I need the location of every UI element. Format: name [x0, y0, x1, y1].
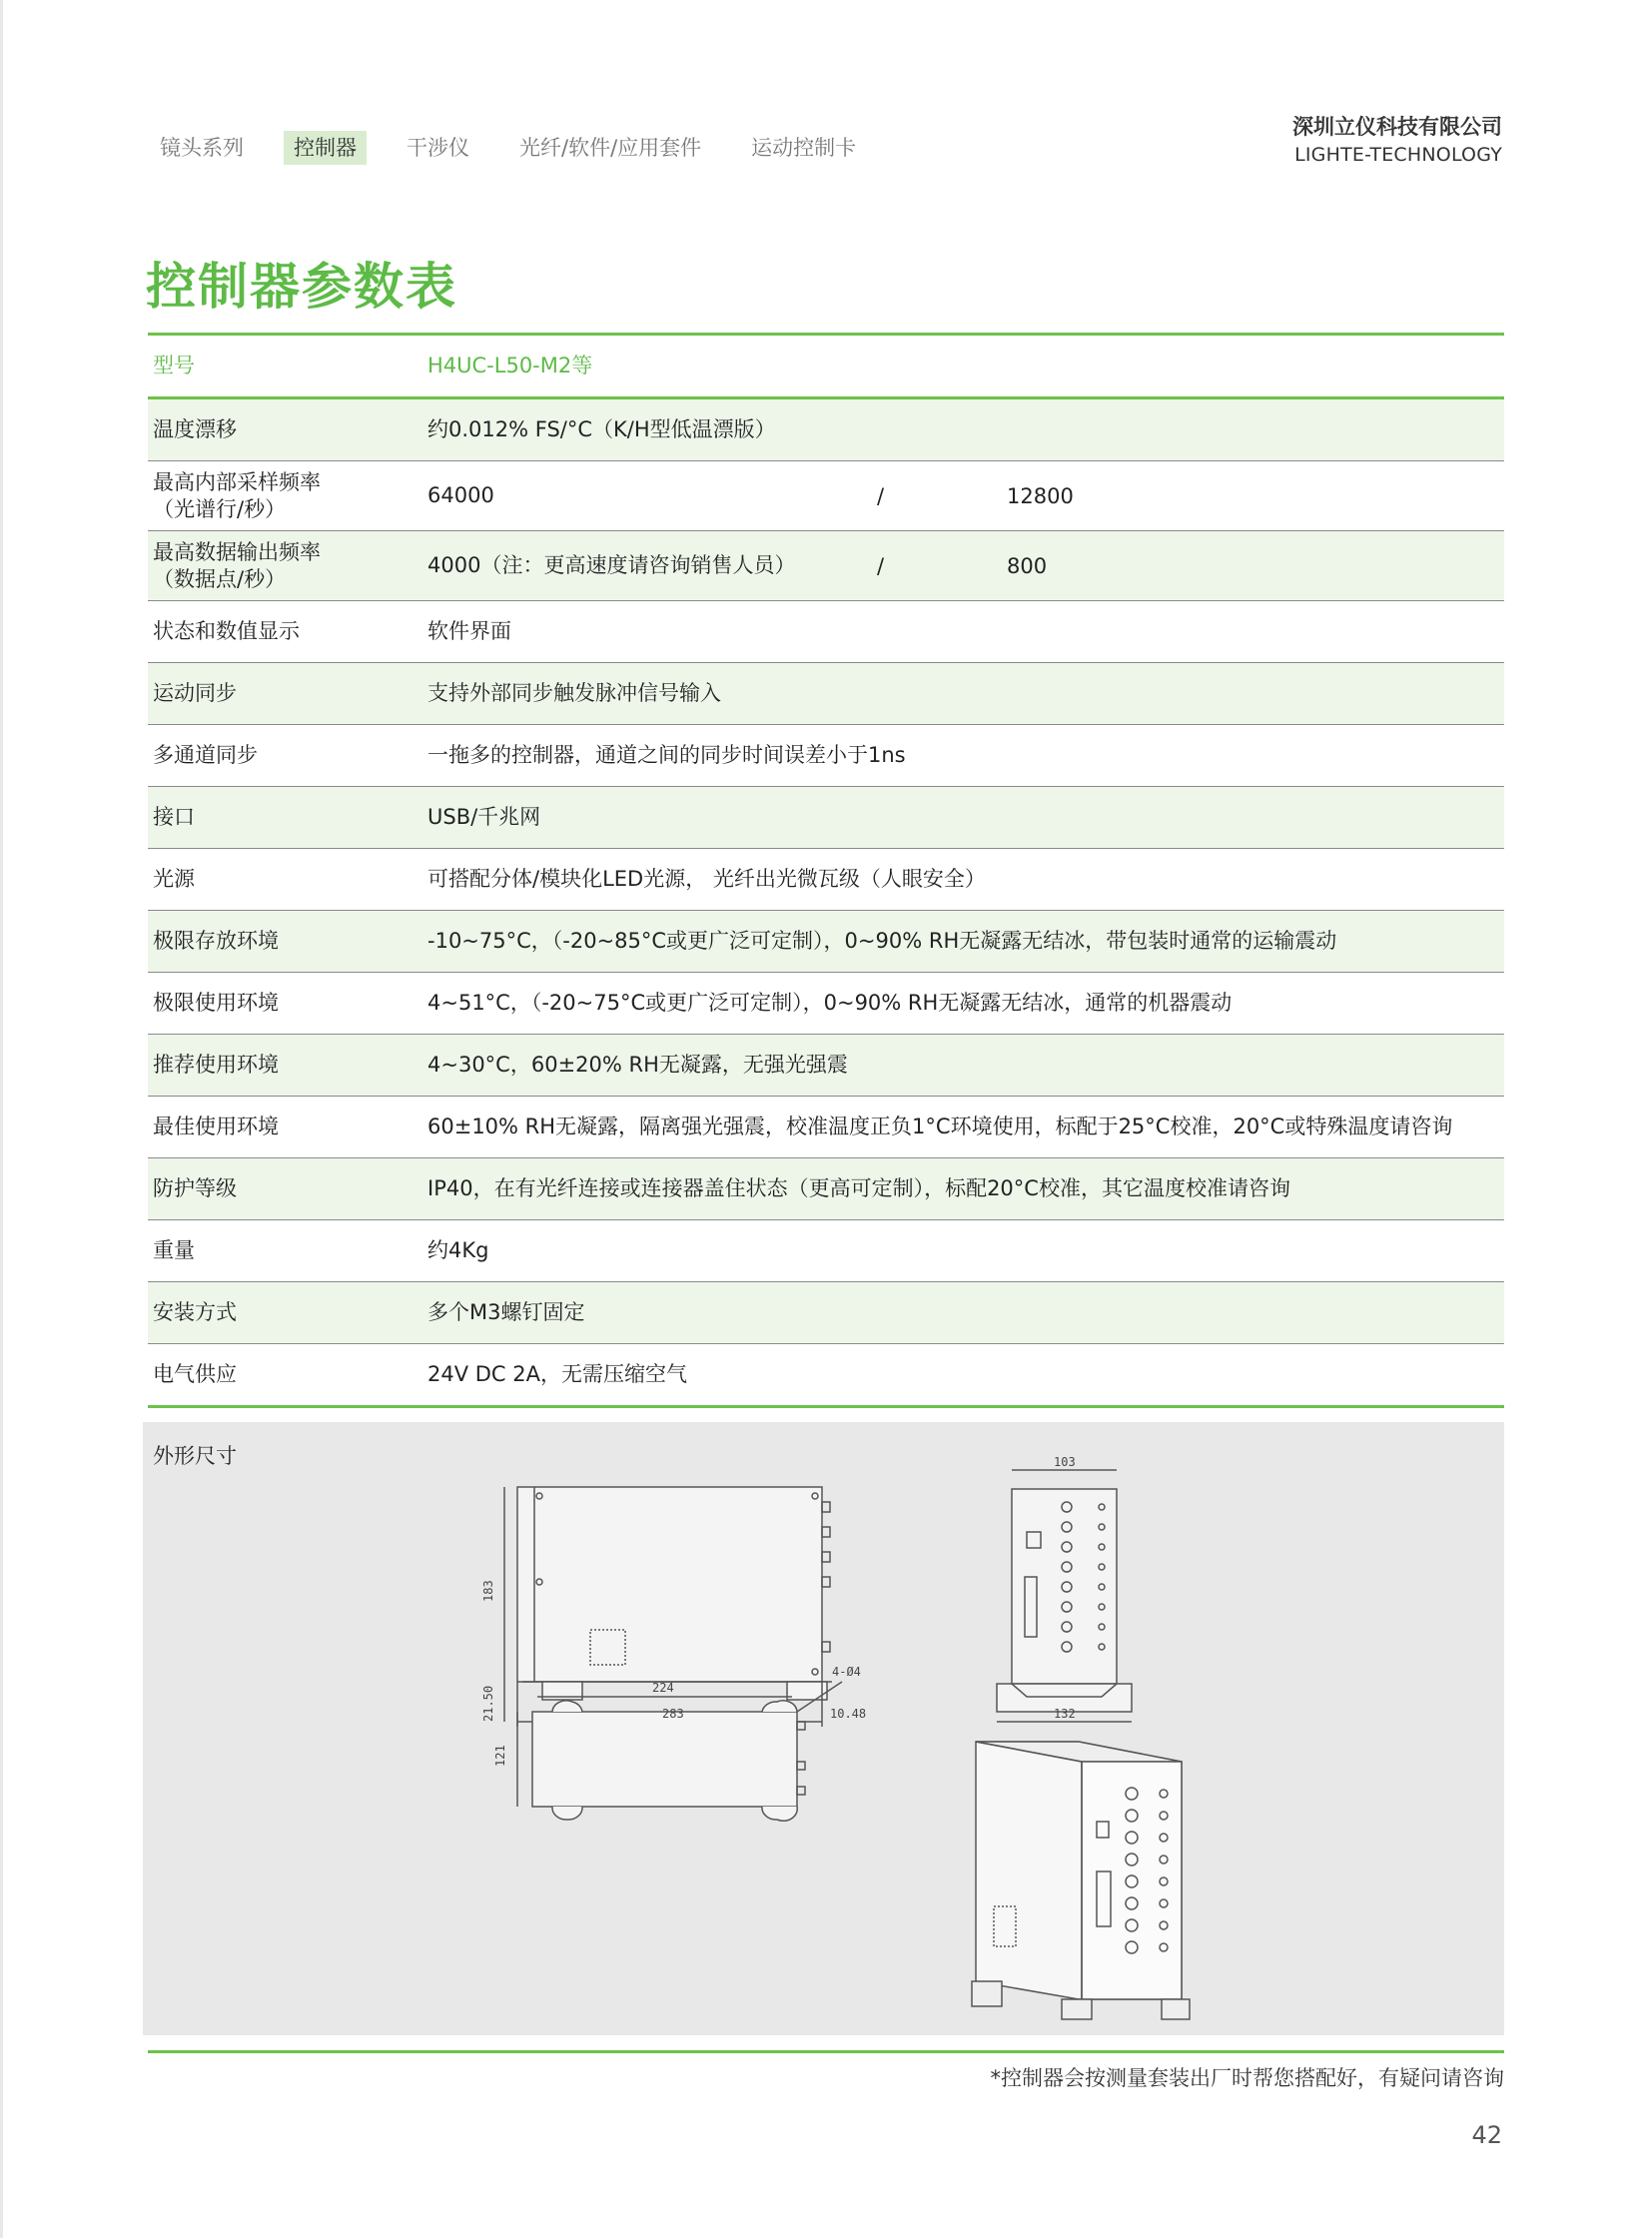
table-row	[148, 1035, 1504, 1097]
row-label	[148, 469, 427, 523]
row-value: 一拖多的控制器，通道之间的同步时间误差小于1ns	[427, 743, 906, 767]
row-label: 防护等级	[153, 1176, 237, 1200]
row-label: 推荐使用环境	[153, 1053, 279, 1077]
row-label: 重量	[153, 1238, 195, 1262]
row-label-line1: 最高内部采样频率	[153, 469, 321, 494]
dim-top-depth: 121	[493, 1745, 507, 1767]
row-value: IP40，在有光纤连接或连接器盖住状态（更高可定制），标配20°C校准，其它温度校准请咨询	[427, 1176, 1290, 1200]
category-nav	[150, 130, 896, 166]
row-value: 60±10% RH无凝露，隔离强光强震，校准温度正负1°C环境使用，标配于25°C校准，20°C或特殊温度请咨询	[427, 1115, 1453, 1138]
table-row	[148, 973, 1504, 1035]
row-label: 运动同步	[153, 681, 237, 705]
table-row	[148, 1282, 1504, 1344]
table-row	[148, 1097, 1504, 1158]
spec-table	[148, 333, 1504, 1408]
top-view-drawing	[517, 1682, 842, 1821]
nav-item-controller[interactable]: 控制器	[284, 131, 367, 165]
row-label: 极限使用环境	[153, 991, 279, 1015]
page-number: 42	[1471, 2121, 1502, 2149]
row-label-line2: （数据点/秒）	[153, 566, 287, 591]
page-edge-line	[0, 0, 3, 2238]
dim-top-hole-spacing: 224	[652, 1681, 674, 1695]
row-value: 4~30°C，60±20% RH无凝露，无强光强震	[427, 1053, 848, 1077]
row-label: 安装方式	[153, 1300, 237, 1324]
table-row	[148, 663, 1504, 725]
company-header	[1292, 112, 1502, 168]
table-row	[148, 1344, 1504, 1408]
row-value: 约4Kg	[427, 1238, 489, 1262]
row-label: 状态和数值显示	[153, 619, 300, 643]
table-row	[148, 911, 1504, 973]
row-label: 接口	[153, 805, 195, 829]
company-name-en: LIGHTE-TECHNOLOGY	[1294, 144, 1502, 166]
row-label-line2: （光谱行/秒）	[153, 496, 287, 521]
row-value: 可搭配分体/模块化LED光源， 光纤出光微瓦级（人眼安全）	[427, 867, 986, 891]
table-row	[148, 1220, 1504, 1282]
table-row	[148, 601, 1504, 663]
table-row	[148, 1158, 1504, 1220]
row-value: H4UC-L50-M2等	[427, 354, 593, 377]
dim-top-holes: 4-Ø4	[832, 1665, 861, 1679]
table-row-sampling	[148, 461, 1504, 531]
table-row-model	[148, 336, 1504, 399]
footnote: *控制器会按测量套装出厂时帮您搭配好，有疑问请咨询	[990, 2066, 1504, 2090]
nav-item-motion-card[interactable]: 运动控制卡	[751, 136, 857, 160]
row-separator: /	[877, 553, 885, 578]
row-label: 光源	[153, 867, 195, 891]
page-title: 控制器参数表	[146, 258, 457, 316]
nav-item-lens[interactable]: 镜头系列	[160, 136, 244, 160]
nav-item-interferometer[interactable]: 干涉仪	[407, 136, 469, 160]
row-value: 4~51°C，（-20~75°C或更广泛可定制），0~90% RH无凝露无结冰，通常的机器震动	[427, 991, 1233, 1015]
dimensions-label: 外形尺寸	[153, 1444, 237, 1468]
row-label: 极限存放环境	[153, 929, 279, 953]
row-value-1: 64000	[427, 483, 494, 507]
front-view-drawing	[997, 1470, 1132, 1722]
row-label: 型号	[153, 354, 195, 377]
row-separator: /	[877, 483, 885, 508]
row-value: 软件界面	[427, 619, 511, 643]
table-row-output	[148, 531, 1504, 601]
dim-side-height: 183	[481, 1580, 495, 1602]
table-row	[148, 725, 1504, 787]
row-value: 多个M3螺钉固定	[427, 1300, 585, 1324]
row-value: -10~75°C，（-20~85°C或更广泛可定制），0~90% RH无凝露无结冰，带包装时通常的运输震动	[427, 929, 1337, 953]
footer-divider	[148, 2050, 1504, 2053]
row-value: 支持外部同步触发脉冲信号输入	[427, 681, 721, 705]
table-row	[148, 787, 1504, 849]
row-label: 最佳使用环境	[153, 1115, 279, 1138]
row-value: USB/千兆网	[427, 805, 541, 829]
dim-side-extra: 10.48	[830, 1707, 867, 1721]
row-value-2: 800	[1007, 553, 1048, 578]
dimension-drawings	[143, 1422, 1504, 2035]
dim-side-length: 283	[662, 1707, 684, 1721]
dim-side-feet: 21.50	[481, 1685, 495, 1722]
dim-front-base-width: 132	[1054, 1707, 1076, 1721]
dimensions-panel	[143, 1422, 1504, 2035]
dim-front-top-width: 103	[1054, 1455, 1076, 1469]
row-label: 温度漂移	[153, 417, 237, 441]
company-name-cn: 深圳立仪科技有限公司	[1292, 115, 1502, 139]
row-value: 约0.012% FS/°C（K/H型低温漂版）	[427, 417, 776, 441]
row-label: 电气供应	[153, 1362, 237, 1386]
isometric-view-drawing	[972, 1742, 1190, 2019]
row-value-1: 4000（注：更高速度请咨询销售人员）	[427, 553, 796, 577]
row-label	[148, 539, 427, 593]
table-row-temp-drift	[148, 399, 1504, 461]
row-value-2: 12800	[1007, 483, 1074, 508]
row-label-line1: 最高数据输出频率	[153, 539, 321, 564]
table-row	[148, 849, 1504, 911]
row-label: 多通道同步	[153, 743, 258, 767]
row-value: 24V DC 2A，无需压缩空气	[427, 1362, 687, 1386]
nav-item-fiber-software[interactable]: 光纤/软件/应用套件	[519, 136, 702, 160]
